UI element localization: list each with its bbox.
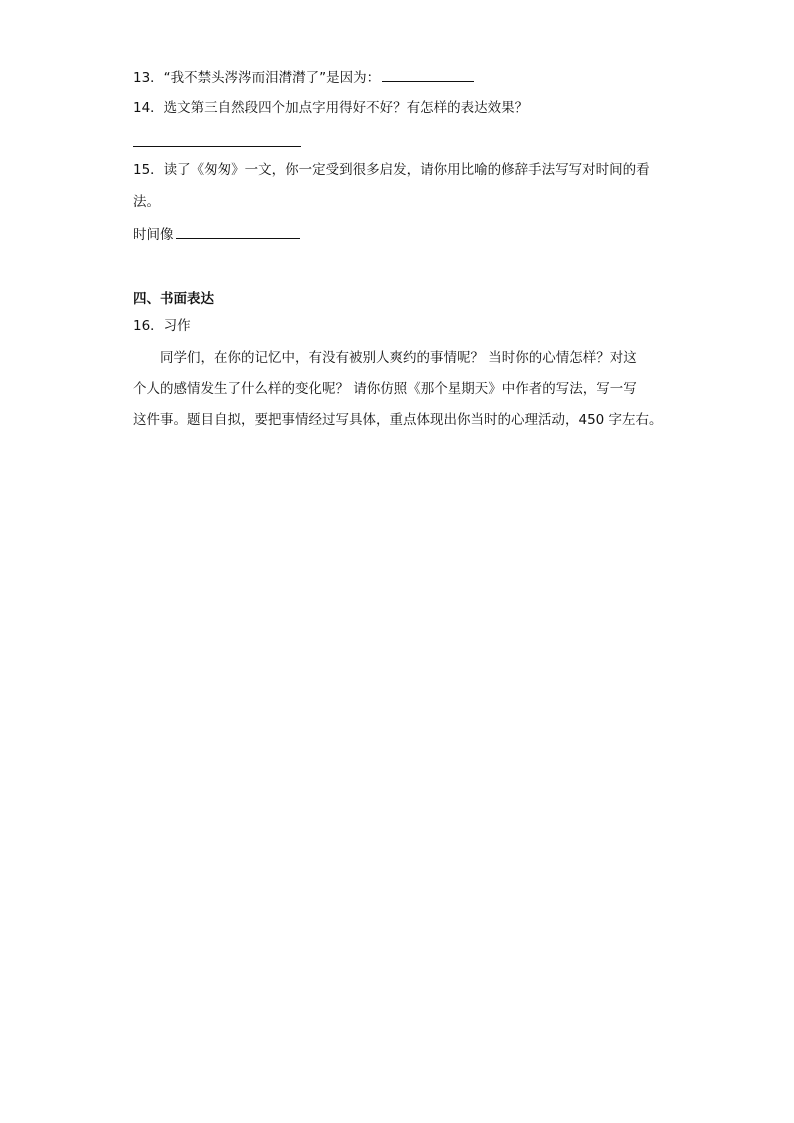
question-16-paragraph-line-3: [133, 410, 663, 430]
question-13-text: 13．“我不禁头涔涔而泪潸潸了”是因为：: [133, 70, 381, 86]
answer-blank-13[interactable]: [382, 66, 474, 82]
question-16-paragraph-line-2: [133, 379, 637, 399]
paragraph-text: 这件事。题目自拟，要把事情经过写具体，重点体现出你当时的心理活动，450 字左右。: [133, 412, 663, 428]
answer-blank-14[interactable]: [133, 146, 301, 147]
question-14-text: 14．选文第三自然段四个加点字用得好不好？有怎样的表达效果？: [133, 100, 529, 116]
section-heading: [133, 289, 214, 309]
question-15-text: 15．读了《匆匆》一文，你一定受到很多启发，请你用比喻的修辞手法写写对时间的看: [133, 162, 650, 178]
section-4-title: 四、书面表达: [133, 291, 214, 307]
question-16-label: [133, 316, 191, 336]
question-15-prompt: [133, 223, 300, 245]
question-14: [133, 98, 528, 118]
question-15-text-cont: 法。: [133, 194, 160, 210]
question-16-paragraph-line-1: [133, 348, 637, 368]
question-16-title: 16．习作: [133, 318, 191, 334]
paragraph-text: 同学们，在你的记忆中，有没有被别人爽约的事情呢？ 当时你的心情怎样？对这: [160, 350, 637, 366]
question-15-line-1: [133, 160, 650, 180]
question-15-prompt-text: 时间像: [133, 227, 174, 243]
question-13: [133, 66, 474, 88]
question-15-line-2: [133, 192, 160, 212]
paragraph-text: 个人的感情发生了什么样的变化呢？ 请你仿照《那个星期天》中作者的写法，写一写: [133, 381, 637, 397]
answer-blank-15[interactable]: [176, 223, 300, 239]
